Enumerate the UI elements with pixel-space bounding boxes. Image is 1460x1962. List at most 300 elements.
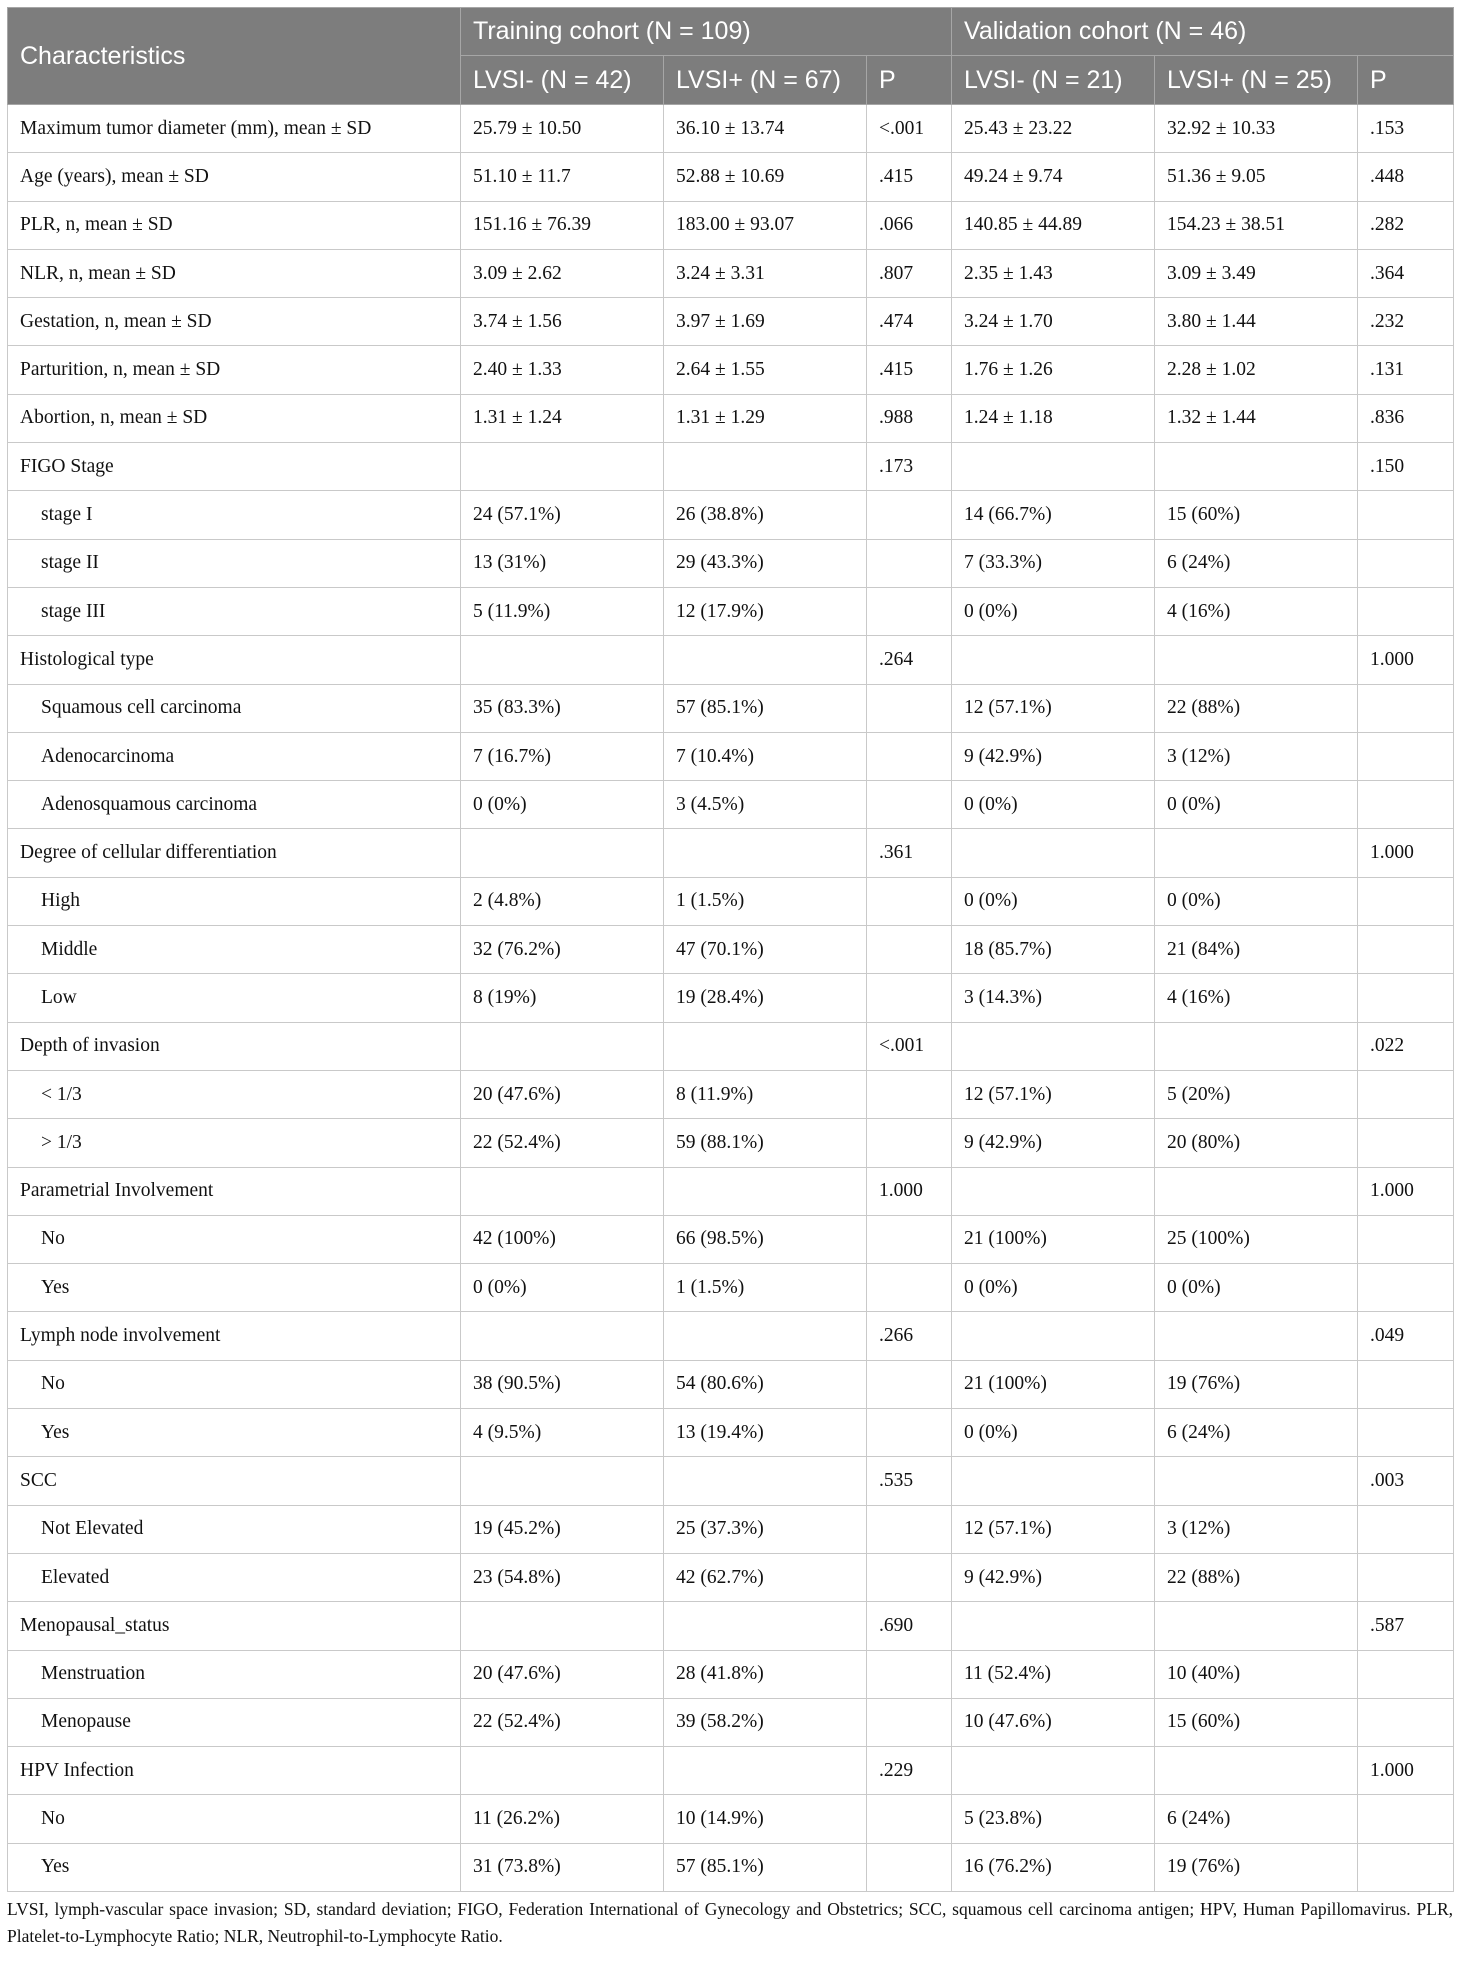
cell-training-lvsi-pos: 3.97 ± 1.69 (664, 298, 867, 346)
cell-validation-lvsi-neg: 0 (0%) (952, 1409, 1155, 1457)
cell-validation-p (1358, 1360, 1454, 1408)
cell-training-lvsi-pos: 7 (10.4%) (664, 732, 867, 780)
table-row (8, 1312, 1454, 1360)
cell-characteristic: Depth of invasion (8, 1022, 461, 1070)
cell-validation-lvsi-pos: 21 (84%) (1155, 926, 1358, 974)
cell-validation-lvsi-pos: 0 (0%) (1155, 877, 1358, 925)
cell-characteristic: Lymph node involvement (8, 1312, 461, 1360)
cell-validation-lvsi-pos: 3 (12%) (1155, 732, 1358, 780)
cell-validation-lvsi-pos: 154.23 ± 38.51 (1155, 201, 1358, 249)
cell-training-p: .807 (867, 249, 952, 297)
cell-training-lvsi-neg (461, 1602, 664, 1650)
cell-training-p (867, 539, 952, 587)
cell-validation-lvsi-pos: 19 (76%) (1155, 1360, 1358, 1408)
cell-validation-p: 1.000 (1358, 636, 1454, 684)
cell-validation-p: .364 (1358, 249, 1454, 297)
cell-training-p: .229 (867, 1747, 952, 1795)
cell-validation-p (1358, 1505, 1454, 1553)
header-characteristics: Characteristics (8, 8, 461, 105)
cell-training-lvsi-neg (461, 829, 664, 877)
cell-validation-p (1358, 1698, 1454, 1746)
cell-training-lvsi-pos: 8 (11.9%) (664, 1070, 867, 1118)
cell-validation-lvsi-neg (952, 1167, 1155, 1215)
cell-validation-p (1358, 926, 1454, 974)
table-row (8, 1843, 1454, 1891)
table-row (8, 1409, 1454, 1457)
table-footnote: LVSI, lymph-vascular space invasion; SD, standard deviation; FIGO, Federation International of Gynecology and Obstetrics; SCC, squamous cell carcinoma antigen; HPV, Human Papillomavirus. PLR, Platelet-to-Lymphocyte Ratio; NLR, Neutrophil-to-Lymphocyte Ratio. (7, 1898, 1453, 1946)
cell-validation-p (1358, 587, 1454, 635)
cell-validation-lvsi-neg: 3 (14.3%) (952, 974, 1155, 1022)
cell-characteristic: NLR, n, mean ± SD (8, 249, 461, 297)
cell-validation-lvsi-pos: 1.32 ± 1.44 (1155, 394, 1358, 442)
cell-training-lvsi-neg: 23 (54.8%) (461, 1553, 664, 1601)
cell-characteristic: Parturition, n, mean ± SD (8, 346, 461, 394)
cell-validation-lvsi-neg (952, 636, 1155, 684)
cell-training-p: .415 (867, 153, 952, 201)
cell-validation-lvsi-neg: 1.24 ± 1.18 (952, 394, 1155, 442)
cell-training-p (867, 1409, 952, 1457)
cell-training-p (867, 1698, 952, 1746)
table-row (8, 539, 1454, 587)
cell-validation-p (1358, 1553, 1454, 1601)
cell-training-lvsi-neg (461, 1022, 664, 1070)
cell-training-lvsi-pos: 1 (1.5%) (664, 1264, 867, 1312)
cell-validation-lvsi-pos (1155, 1167, 1358, 1215)
table-row (8, 684, 1454, 732)
cell-validation-lvsi-neg: 12 (57.1%) (952, 1070, 1155, 1118)
cell-characteristic: No (8, 1360, 461, 1408)
cell-training-lvsi-pos (664, 1167, 867, 1215)
table-row (8, 1602, 1454, 1650)
cell-validation-lvsi-neg (952, 829, 1155, 877)
table-row (8, 1070, 1454, 1118)
cell-validation-lvsi-neg: 11 (52.4%) (952, 1650, 1155, 1698)
cell-training-lvsi-neg: 32 (76.2%) (461, 926, 664, 974)
cell-training-lvsi-pos (664, 1457, 867, 1505)
cell-validation-lvsi-neg: 10 (47.6%) (952, 1698, 1155, 1746)
cell-validation-p (1358, 491, 1454, 539)
cell-validation-lvsi-neg (952, 1022, 1155, 1070)
cell-training-lvsi-pos: 52.88 ± 10.69 (664, 153, 867, 201)
cell-characteristic: < 1/3 (8, 1070, 461, 1118)
cell-training-lvsi-pos: 57 (85.1%) (664, 684, 867, 732)
cell-validation-lvsi-neg: 0 (0%) (952, 1264, 1155, 1312)
cell-validation-lvsi-pos (1155, 1457, 1358, 1505)
cell-training-lvsi-pos (664, 1602, 867, 1650)
cell-training-p (867, 1264, 952, 1312)
cell-characteristic: Yes (8, 1843, 461, 1891)
cell-validation-lvsi-neg: 21 (100%) (952, 1215, 1155, 1263)
cell-characteristic: HPV Infection (8, 1747, 461, 1795)
cell-validation-lvsi-neg: 9 (42.9%) (952, 732, 1155, 780)
table-row (8, 443, 1454, 491)
cell-training-p (867, 491, 952, 539)
cell-characteristic: No (8, 1795, 461, 1843)
table-row (8, 1457, 1454, 1505)
cell-validation-p: .232 (1358, 298, 1454, 346)
table-row (8, 732, 1454, 780)
cell-validation-p (1358, 1215, 1454, 1263)
cell-validation-p (1358, 974, 1454, 1022)
cell-validation-lvsi-pos (1155, 829, 1358, 877)
cell-training-lvsi-neg (461, 1457, 664, 1505)
cell-validation-p: 1.000 (1358, 1167, 1454, 1215)
cell-characteristic: Menstruation (8, 1650, 461, 1698)
cell-training-lvsi-neg: 31 (73.8%) (461, 1843, 664, 1891)
cell-training-lvsi-neg: 13 (31%) (461, 539, 664, 587)
cell-training-lvsi-pos: 47 (70.1%) (664, 926, 867, 974)
cell-validation-lvsi-pos: 5 (20%) (1155, 1070, 1358, 1118)
cell-validation-lvsi-neg: 12 (57.1%) (952, 684, 1155, 732)
cell-training-lvsi-neg: 151.16 ± 76.39 (461, 201, 664, 249)
table-row (8, 1650, 1454, 1698)
cell-training-p: .361 (867, 829, 952, 877)
cell-validation-p: .587 (1358, 1602, 1454, 1650)
cell-training-lvsi-pos: 1.31 ± 1.29 (664, 394, 867, 442)
header-validation-cohort: Validation cohort (N = 46) (952, 8, 1454, 56)
cell-characteristic: Histological type (8, 636, 461, 684)
cell-validation-lvsi-neg: 5 (23.8%) (952, 1795, 1155, 1843)
cell-validation-lvsi-pos (1155, 443, 1358, 491)
table-row (8, 394, 1454, 442)
cell-validation-lvsi-neg (952, 1602, 1155, 1650)
cell-characteristic: Yes (8, 1409, 461, 1457)
cell-training-lvsi-pos: 3 (4.5%) (664, 781, 867, 829)
cell-training-lvsi-pos: 57 (85.1%) (664, 1843, 867, 1891)
cell-validation-p (1358, 732, 1454, 780)
cell-training-lvsi-pos (664, 1022, 867, 1070)
cell-training-lvsi-pos: 12 (17.9%) (664, 587, 867, 635)
cell-training-lvsi-neg: 35 (83.3%) (461, 684, 664, 732)
cell-characteristic: Yes (8, 1264, 461, 1312)
cell-validation-p: 1.000 (1358, 829, 1454, 877)
cell-validation-p (1358, 1070, 1454, 1118)
cell-characteristic: Age (years), mean ± SD (8, 153, 461, 201)
cell-training-p: <.001 (867, 1022, 952, 1070)
cell-validation-lvsi-pos: 3.09 ± 3.49 (1155, 249, 1358, 297)
cell-training-lvsi-pos: 39 (58.2%) (664, 1698, 867, 1746)
cell-training-p: .690 (867, 1602, 952, 1650)
cell-training-p: .173 (867, 443, 952, 491)
cell-training-lvsi-neg: 0 (0%) (461, 1264, 664, 1312)
cell-validation-lvsi-pos: 15 (60%) (1155, 491, 1358, 539)
cell-training-lvsi-pos: 1 (1.5%) (664, 877, 867, 925)
cell-validation-lvsi-neg: 2.35 ± 1.43 (952, 249, 1155, 297)
cell-validation-lvsi-pos (1155, 1602, 1358, 1650)
cell-validation-lvsi-neg: 25.43 ± 23.22 (952, 105, 1155, 153)
table-row (8, 1264, 1454, 1312)
cell-validation-p: .836 (1358, 394, 1454, 442)
table-row (8, 201, 1454, 249)
cell-training-p (867, 1505, 952, 1553)
table-row (8, 1795, 1454, 1843)
table-row (8, 1022, 1454, 1070)
cell-training-lvsi-pos: 183.00 ± 93.07 (664, 201, 867, 249)
cell-training-lvsi-neg: 2 (4.8%) (461, 877, 664, 925)
cell-characteristic: Elevated (8, 1553, 461, 1601)
cell-training-lvsi-neg: 5 (11.9%) (461, 587, 664, 635)
cell-training-lvsi-neg: 3.09 ± 2.62 (461, 249, 664, 297)
table-row (8, 636, 1454, 684)
cell-training-lvsi-pos: 28 (41.8%) (664, 1650, 867, 1698)
cell-validation-lvsi-neg: 49.24 ± 9.74 (952, 153, 1155, 201)
cell-validation-lvsi-neg: 9 (42.9%) (952, 1553, 1155, 1601)
cell-validation-p: .448 (1358, 153, 1454, 201)
cell-training-lvsi-pos: 42 (62.7%) (664, 1553, 867, 1601)
table-row (8, 781, 1454, 829)
cell-training-lvsi-pos (664, 1312, 867, 1360)
cell-characteristic: Menopause (8, 1698, 461, 1746)
table-row (8, 1698, 1454, 1746)
table-row (8, 153, 1454, 201)
cell-validation-lvsi-neg: 12 (57.1%) (952, 1505, 1155, 1553)
cell-validation-lvsi-pos: 6 (24%) (1155, 1795, 1358, 1843)
cell-validation-lvsi-pos: 32.92 ± 10.33 (1155, 105, 1358, 153)
table-container (7, 7, 1453, 1950)
table-row (8, 298, 1454, 346)
cell-training-lvsi-neg: 3.74 ± 1.56 (461, 298, 664, 346)
table-row (8, 1360, 1454, 1408)
cell-validation-lvsi-pos: 10 (40%) (1155, 1650, 1358, 1698)
cell-validation-lvsi-neg: 1.76 ± 1.26 (952, 346, 1155, 394)
cell-validation-lvsi-neg: 140.85 ± 44.89 (952, 201, 1155, 249)
cell-validation-lvsi-pos (1155, 1747, 1358, 1795)
header-training-cohort: Training cohort (N = 109) (461, 8, 952, 56)
table-row (8, 974, 1454, 1022)
cell-validation-lvsi-neg: 0 (0%) (952, 877, 1155, 925)
cell-training-p: .535 (867, 1457, 952, 1505)
cell-training-p (867, 1553, 952, 1601)
cell-characteristic: Low (8, 974, 461, 1022)
cell-validation-lvsi-neg (952, 443, 1155, 491)
cell-validation-lvsi-pos: 19 (76%) (1155, 1843, 1358, 1891)
cell-characteristic: Parametrial Involvement (8, 1167, 461, 1215)
cell-validation-p (1358, 1843, 1454, 1891)
table-row (8, 926, 1454, 974)
cell-training-lvsi-pos: 2.64 ± 1.55 (664, 346, 867, 394)
cell-training-lvsi-neg: 1.31 ± 1.24 (461, 394, 664, 442)
cell-training-p: .266 (867, 1312, 952, 1360)
cell-validation-p: .049 (1358, 1312, 1454, 1360)
cell-training-lvsi-neg: 22 (52.4%) (461, 1119, 664, 1167)
cell-training-lvsi-pos: 59 (88.1%) (664, 1119, 867, 1167)
cell-training-p (867, 1843, 952, 1891)
cell-training-lvsi-neg: 2.40 ± 1.33 (461, 346, 664, 394)
cell-training-lvsi-neg: 24 (57.1%) (461, 491, 664, 539)
cell-validation-lvsi-neg: 9 (42.9%) (952, 1119, 1155, 1167)
cell-validation-p (1358, 1264, 1454, 1312)
table-row (8, 491, 1454, 539)
header-validation-lvsi-neg: LVSI- (N = 21) (952, 56, 1155, 105)
cell-training-lvsi-neg: 25.79 ± 10.50 (461, 105, 664, 153)
cell-characteristic: PLR, n, mean ± SD (8, 201, 461, 249)
cell-characteristic: > 1/3 (8, 1119, 461, 1167)
cell-training-p (867, 1360, 952, 1408)
header-training-p: P (867, 56, 952, 105)
cell-validation-p (1358, 1409, 1454, 1457)
cell-characteristic: Squamous cell carcinoma (8, 684, 461, 732)
table-row (8, 1505, 1454, 1553)
table-row (8, 1167, 1454, 1215)
cell-training-lvsi-neg: 0 (0%) (461, 781, 664, 829)
cell-training-lvsi-neg: 22 (52.4%) (461, 1698, 664, 1746)
table-row (8, 346, 1454, 394)
cell-training-lvsi-pos: 29 (43.3%) (664, 539, 867, 587)
cell-training-lvsi-neg (461, 636, 664, 684)
cell-training-p: .264 (867, 636, 952, 684)
cell-characteristic: Gestation, n, mean ± SD (8, 298, 461, 346)
table-row (8, 249, 1454, 297)
cell-validation-p: .282 (1358, 201, 1454, 249)
cell-training-lvsi-neg: 42 (100%) (461, 1215, 664, 1263)
cell-training-lvsi-pos: 26 (38.8%) (664, 491, 867, 539)
cell-validation-lvsi-pos: 6 (24%) (1155, 539, 1358, 587)
cell-validation-lvsi-neg: 21 (100%) (952, 1360, 1155, 1408)
table-body (8, 105, 1454, 1892)
cell-characteristic: High (8, 877, 461, 925)
cell-validation-lvsi-pos: 0 (0%) (1155, 781, 1358, 829)
cell-training-lvsi-pos: 25 (37.3%) (664, 1505, 867, 1553)
table-row (8, 877, 1454, 925)
cell-validation-lvsi-pos: 2.28 ± 1.02 (1155, 346, 1358, 394)
cell-training-lvsi-pos: 66 (98.5%) (664, 1215, 867, 1263)
cell-training-p (867, 684, 952, 732)
cell-training-p: .415 (867, 346, 952, 394)
cell-validation-lvsi-pos: 22 (88%) (1155, 1553, 1358, 1601)
cell-training-p (867, 781, 952, 829)
cell-characteristic: stage I (8, 491, 461, 539)
cell-training-lvsi-neg: 38 (90.5%) (461, 1360, 664, 1408)
cell-training-p (867, 732, 952, 780)
cell-training-p: .474 (867, 298, 952, 346)
header-training-lvsi-pos: LVSI+ (N = 67) (664, 56, 867, 105)
cell-validation-lvsi-pos: 15 (60%) (1155, 1698, 1358, 1746)
cell-validation-p: .131 (1358, 346, 1454, 394)
cell-characteristic: No (8, 1215, 461, 1263)
cell-validation-lvsi-pos: 3.80 ± 1.44 (1155, 298, 1358, 346)
table-row (8, 829, 1454, 877)
cell-validation-lvsi-neg (952, 1747, 1155, 1795)
cell-training-lvsi-neg: 19 (45.2%) (461, 1505, 664, 1553)
cell-training-lvsi-neg: 51.10 ± 11.7 (461, 153, 664, 201)
cell-training-lvsi-neg: 11 (26.2%) (461, 1795, 664, 1843)
cell-validation-p (1358, 1119, 1454, 1167)
cell-validation-lvsi-neg (952, 1457, 1155, 1505)
cell-training-lvsi-neg (461, 443, 664, 491)
cell-training-p (867, 587, 952, 635)
cell-validation-lvsi-pos: 25 (100%) (1155, 1215, 1358, 1263)
cell-training-p (867, 1795, 952, 1843)
cell-training-lvsi-neg: 20 (47.6%) (461, 1650, 664, 1698)
header-validation-lvsi-pos: LVSI+ (N = 25) (1155, 56, 1358, 105)
cell-training-lvsi-pos: 19 (28.4%) (664, 974, 867, 1022)
cell-training-lvsi-neg: 8 (19%) (461, 974, 664, 1022)
cell-validation-p (1358, 877, 1454, 925)
cell-validation-lvsi-pos: 4 (16%) (1155, 587, 1358, 635)
cell-validation-p: .003 (1358, 1457, 1454, 1505)
cell-validation-lvsi-neg: 18 (85.7%) (952, 926, 1155, 974)
cell-validation-p (1358, 781, 1454, 829)
cell-training-lvsi-pos (664, 636, 867, 684)
cell-training-p: <.001 (867, 105, 952, 153)
cell-validation-p: 1.000 (1358, 1747, 1454, 1795)
cell-training-p (867, 926, 952, 974)
cell-validation-lvsi-pos (1155, 1022, 1358, 1070)
cell-training-lvsi-pos: 3.24 ± 3.31 (664, 249, 867, 297)
characteristics-table (7, 7, 1454, 1892)
cell-validation-lvsi-neg: 14 (66.7%) (952, 491, 1155, 539)
cell-training-p: .066 (867, 201, 952, 249)
cell-characteristic: Middle (8, 926, 461, 974)
cell-training-lvsi-pos (664, 1747, 867, 1795)
cell-characteristic: Menopausal_status (8, 1602, 461, 1650)
cell-characteristic: Maximum tumor diameter (mm), mean ± SD (8, 105, 461, 153)
cell-characteristic: FIGO Stage (8, 443, 461, 491)
cell-training-p (867, 1215, 952, 1263)
cell-validation-lvsi-pos: 51.36 ± 9.05 (1155, 153, 1358, 201)
table-header (8, 8, 1454, 105)
cell-training-p: .988 (867, 394, 952, 442)
cell-training-lvsi-pos (664, 443, 867, 491)
cell-training-lvsi-neg: 7 (16.7%) (461, 732, 664, 780)
cell-validation-p (1358, 1650, 1454, 1698)
table-row (8, 105, 1454, 153)
cell-characteristic: Adenocarcinoma (8, 732, 461, 780)
cell-training-p (867, 974, 952, 1022)
cell-validation-lvsi-pos (1155, 1312, 1358, 1360)
table-row (8, 1215, 1454, 1263)
cell-training-lvsi-pos: 54 (80.6%) (664, 1360, 867, 1408)
cell-characteristic: SCC (8, 1457, 461, 1505)
cell-characteristic: stage II (8, 539, 461, 587)
table-row (8, 1119, 1454, 1167)
cell-characteristic: Degree of cellular differentiation (8, 829, 461, 877)
cell-validation-lvsi-pos: 4 (16%) (1155, 974, 1358, 1022)
cell-validation-p: .022 (1358, 1022, 1454, 1070)
cell-training-lvsi-pos: 36.10 ± 13.74 (664, 105, 867, 153)
cell-characteristic: Not Elevated (8, 1505, 461, 1553)
cell-validation-lvsi-pos: 6 (24%) (1155, 1409, 1358, 1457)
cell-validation-lvsi-pos (1155, 636, 1358, 684)
table-row (8, 587, 1454, 635)
cell-training-p (867, 877, 952, 925)
cell-validation-p: .150 (1358, 443, 1454, 491)
cell-validation-lvsi-pos: 20 (80%) (1155, 1119, 1358, 1167)
cell-validation-lvsi-pos: 0 (0%) (1155, 1264, 1358, 1312)
cell-validation-lvsi-neg: 3.24 ± 1.70 (952, 298, 1155, 346)
cell-training-lvsi-pos: 13 (19.4%) (664, 1409, 867, 1457)
cell-training-lvsi-neg (461, 1167, 664, 1215)
cell-training-lvsi-neg: 20 (47.6%) (461, 1070, 664, 1118)
cell-validation-lvsi-neg (952, 1312, 1155, 1360)
cell-training-lvsi-neg (461, 1747, 664, 1795)
cell-validation-lvsi-pos: 22 (88%) (1155, 684, 1358, 732)
cell-validation-lvsi-neg: 7 (33.3%) (952, 539, 1155, 587)
cell-validation-lvsi-pos: 3 (12%) (1155, 1505, 1358, 1553)
table-row (8, 1553, 1454, 1601)
cell-validation-lvsi-neg: 16 (76.2%) (952, 1843, 1155, 1891)
cell-validation-p (1358, 1795, 1454, 1843)
cell-training-lvsi-pos: 10 (14.9%) (664, 1795, 867, 1843)
cell-training-lvsi-neg: 4 (9.5%) (461, 1409, 664, 1457)
cell-training-p (867, 1650, 952, 1698)
cell-characteristic: Abortion, n, mean ± SD (8, 394, 461, 442)
cell-validation-p: .153 (1358, 105, 1454, 153)
cell-validation-p (1358, 684, 1454, 732)
cell-validation-p (1358, 539, 1454, 587)
header-validation-p: P (1358, 56, 1454, 105)
header-training-lvsi-neg: LVSI- (N = 42) (461, 56, 664, 105)
